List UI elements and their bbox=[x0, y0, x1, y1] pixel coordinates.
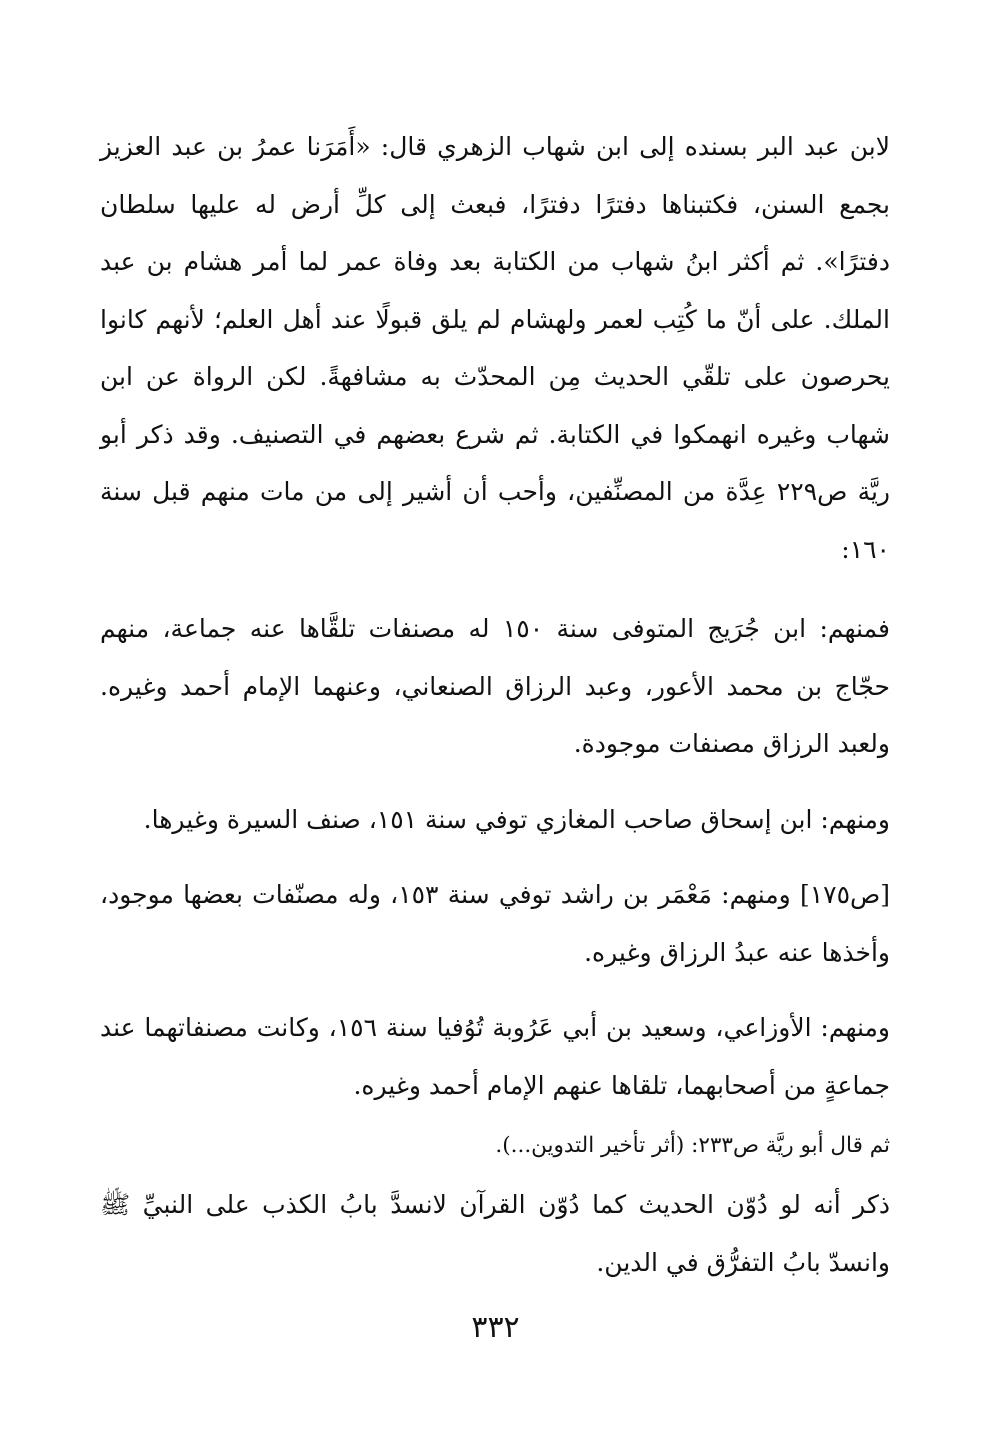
paragraph-awzai: ومنهم: الأوزاعي، وسعيد بن أبي عَرُوبة تُوُفيا سنة ١٥٦، وكانت مصنفاتهما عند جماعةٍ من أصحابهما، تلقاها عنهم الإمام أحمد وغيره. bbox=[100, 1013, 890, 1100]
note-line: ثم قال أبو ريَّة ص٢٣٣: (أثر تأخير التدوين...). bbox=[495, 1133, 890, 1158]
paragraph-intro: لابن عبد البر بسنده إلى ابن شهاب الزهري قال: «أَمَرَنا عمرُ بن عبد العزيز بجمع السنن، فكتبناها دفترًا دفترًا، فبعث إلى كلِّ أرض له عليها سلطان دفترًا». ثم أكثر ابنُ شهاب من الكتابة بعد وفاة عمر لما أمر هشام بن عبد الملك. على أنّ ما كُتِب لعمر ولهشام لم يلق قبولًا عند أهل العلم؛ لأنهم كانوا يحرصون على تلقّي الحديث مِن المحدّث به مشافهةً. لكن الرواة عن ابن شهاب وغيره انهمكوا في الكتابة. ثم شرع بعضهم في التصنيف. وقد ذكر أبو ريَّة ص٢٢٩ عِدَّة من المصنِّفين، وأحب أن أشير إلى من مات منهم قبل سنة ١٦٠: bbox=[100, 132, 890, 564]
paragraph-mamar: [ص١٧٥] ومنهم: مَعْمَر بن راشد توفي سنة ١٥٣، وله مصنّفات بعضها موجود، وأخذها عنه عبدُ الرزاق وغيره. bbox=[100, 880, 890, 967]
paragraph-ibn-ishaq: ومنهم: ابن إسحاق صاحب المغازي توفي سنة ١٥١، صنف السيرة وغيرها. bbox=[143, 804, 890, 834]
page-number: ٣٣٢ bbox=[471, 1310, 520, 1345]
paragraph-closing: ذكر أنه لو دُوّن الحديث كما دُوّن القرآن لانسدَّ بابُ الكذب على النبيِّ ﷺ وانسدّ بابُ التفرُّق في الدين. bbox=[100, 1190, 890, 1277]
paragraph-ibn-jurayj: فمنهم: ابن جُرَيج المتوفى سنة ١٥٠ له مصنفات تلقَّاها عنه جماعة، منهم حجّاج بن محمد الأعور، وعبد الرزاق الصنعاني، وعنهما الإمام أحمد وغيره. ولعبد الرزاق مصنفات موجودة. bbox=[100, 614, 890, 758]
page-body bbox=[100, 118, 890, 1291]
